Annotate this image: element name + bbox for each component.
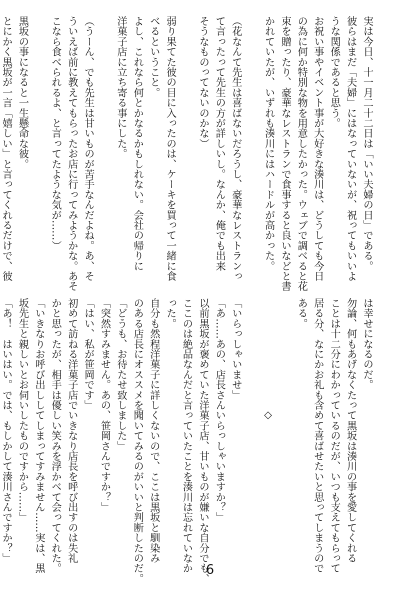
text-column: 「あ……あの、店長さんいらっしゃいますか？」 bbox=[213, 298, 225, 523]
text-column: ういえば前に教えてもらったお店に行ってみようかな。あそ bbox=[65, 16, 77, 292]
text-column: ことは十二分にわかっているのだが、いつも支えてもらって bbox=[328, 298, 340, 574]
text-column: 自分も然程洋菓子に詳しくないので、ここは黒坂と馴染み bbox=[147, 298, 159, 564]
text-column: 坂先生と親しいとお伺いしたものですから……」 bbox=[16, 298, 28, 523]
text-column: 実は今日、十一月二十二日は「いい夫婦の日」である。 bbox=[361, 16, 372, 271]
text-column: うな関係であると思う。 bbox=[328, 16, 340, 129]
page-number: 6 bbox=[205, 563, 215, 578]
text-column: 黒坂の事になると一生懸命な彼。 bbox=[16, 16, 28, 169]
text-column: のある店長にオススメを聞いてみるのがいいと判断したのだ。 bbox=[131, 298, 143, 584]
text-column: 「どうも、お待たせ致しました」 bbox=[114, 298, 126, 451]
text-column: ◇ bbox=[262, 298, 274, 422]
upper-text-block bbox=[0, 16, 374, 292]
text-column: かと思ったが、相手は優しい笑みを浮かべて会ってくれた。 bbox=[49, 298, 61, 574]
text-column: った。 bbox=[164, 298, 176, 329]
text-column: 「はい、私が笹岡です」 bbox=[82, 298, 94, 411]
lower-text-block bbox=[0, 298, 374, 584]
text-column: かれていたが、いずれも湊川にはハードルが高かった。 bbox=[262, 16, 274, 271]
text-column: べるということ。 bbox=[147, 16, 159, 98]
text-column bbox=[243, 298, 259, 550]
text-column: 彼らはまだ「夫婦」にはなっていないが、祝ってもいいよ bbox=[344, 16, 356, 282]
text-column: の為に何か特別な物を用意したかった。ウェブで調べると花 bbox=[295, 16, 307, 292]
text-column bbox=[29, 16, 45, 268]
text-column: 「突然すみません。あの、笹岡さんですか？」 bbox=[98, 298, 110, 513]
text-column: 洋菓子店に立ち寄る事にした。 bbox=[114, 16, 126, 159]
text-column: 「あ！ はいはい。では、もしかして湊川さんですか？」 bbox=[0, 298, 12, 564]
text-column: 以前黒坂が褒めていた洋菓子店、甘いものが嫌いな自分でも、 bbox=[196, 298, 208, 584]
text-column: 束を贈ったり、豪華なレストランで食事すると良いなどと書 bbox=[278, 16, 290, 292]
text-column: 「いきなりお呼び出ししてしまってすみません……実は、黒 bbox=[32, 298, 44, 574]
text-column: 勿論、何もあげなくたって黒坂は湊川の事を愛してくれる bbox=[344, 298, 356, 564]
text-column: （花なんて先生は喜ばないだろうし、豪華なレストランっ bbox=[229, 16, 241, 282]
text-column: 居る分、なにかお礼も含めて喜ばせたいと思ってしまうので bbox=[311, 298, 323, 574]
text-column: （うーん、でも先生は甘いものが苦手なんだよね。あ、そ bbox=[82, 16, 94, 282]
text-column bbox=[177, 16, 193, 268]
text-column: 弱り果てた彼の目に入ったのは、ケーキを買って一緒に食 bbox=[164, 16, 176, 282]
text-column: そうなものってないのかな） bbox=[196, 16, 208, 149]
text-column: お祝い事やイベント事が大好きな湊川は、どうしても今日 bbox=[311, 16, 323, 282]
text-column: こなら食べられるよ、と言ってたような気が……） bbox=[49, 16, 61, 251]
text-column: ここのは絶品なんだと言っていたことを湊川は忘れていなか bbox=[180, 298, 192, 574]
text-column bbox=[243, 16, 259, 268]
text-column: とにかく黒坂が一言「嬉しい」と言ってくれるだけで、彼 bbox=[0, 16, 12, 282]
text-column: ある。 bbox=[295, 298, 307, 329]
text-column: 初めて訪ねる洋菓子店でいきなり店長を呼び出すのは失礼 bbox=[65, 298, 77, 564]
text-column: は幸せになるのだ。 bbox=[361, 298, 372, 390]
text-column: 「いらっしゃいませ」 bbox=[229, 298, 241, 400]
text-column: よし、これなら何とかなるかもしれない。会社の帰りに bbox=[131, 16, 143, 271]
text-column bbox=[276, 298, 292, 550]
text-column: て言ったって先生の方が詳しいし。なんか、俺でも出来 bbox=[213, 16, 225, 271]
text-column bbox=[95, 16, 111, 268]
